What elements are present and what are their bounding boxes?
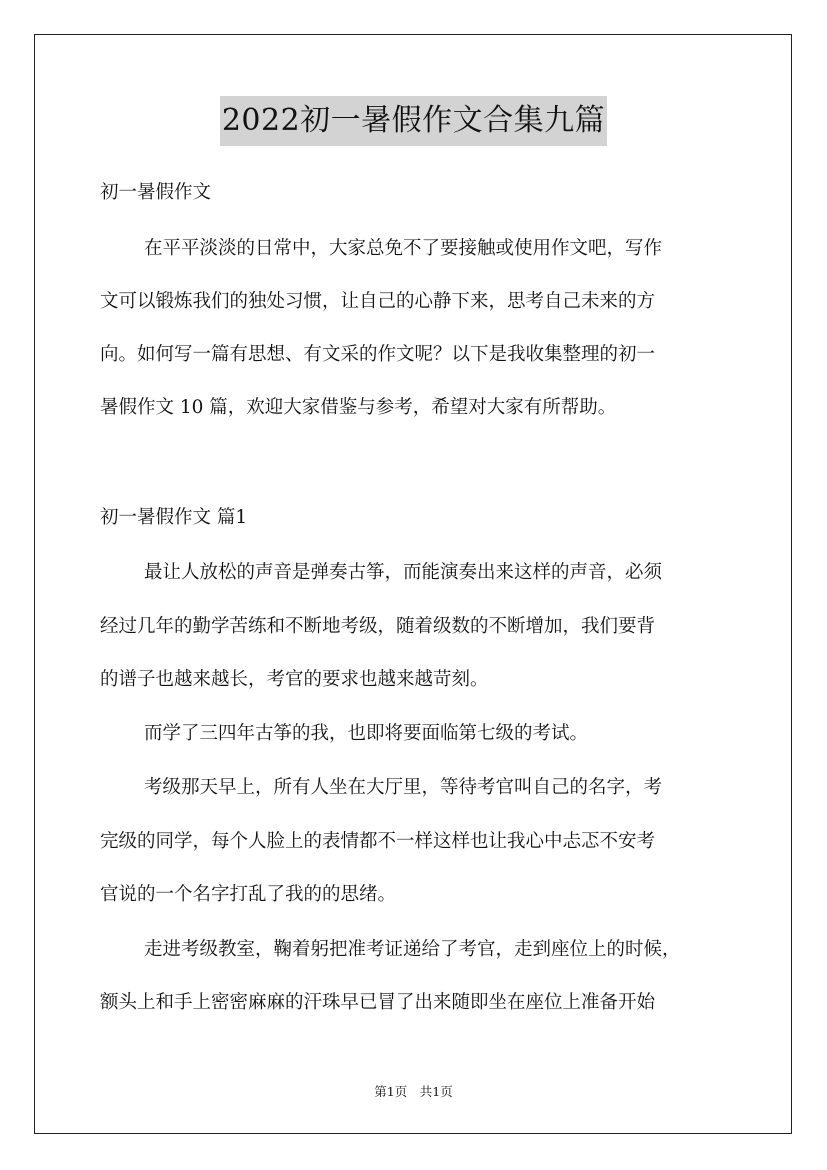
- section-heading-intro: 初一暑假作文: [100, 182, 212, 203]
- section-heading-1: 初一暑假作文 篇1: [100, 507, 248, 528]
- intro-paragraph-line: 在平平淡淡的日常中，大家总免不了要接触或使用作文吧，写作: [144, 238, 663, 259]
- body-paragraph-line: 额头上和手上密密麻麻的汗珠早已冒了出来随即坐在座位上准备开始: [100, 992, 656, 1013]
- body-paragraph-line: 经过几年的勤学苦练和不断地考级，随着级数的不断增加，我们要背: [100, 616, 656, 637]
- body-paragraph-line: 而学了三四年古筝的我，也即将要面临第七级的考试。: [144, 723, 589, 744]
- body-paragraph-line: 官说的一个名字打乱了我的的思绪。: [100, 884, 397, 905]
- page-footer: 第1页 共1页: [374, 1084, 453, 1099]
- intro-paragraph-line: 向。如何写一篇有思想、有文采的作文呢？以下是我收集整理的初一: [100, 344, 656, 365]
- body-paragraph-line: 的谱子也越来越长，考官的要求也越来越苛刻。: [100, 669, 489, 690]
- body-paragraph-line: 考级那天早上，所有人坐在大厅里，等待考官叫自己的名字，考: [144, 777, 663, 798]
- document-title: 2022初一暑假作文合集九篇: [220, 96, 607, 146]
- body-paragraph-line: 最让人放松的声音是弹奏古筝，而能演奏出来这样的声音，必须: [144, 562, 663, 583]
- title-container: [0, 96, 827, 146]
- intro-paragraph-line: 文可以锻炼我们的独处习惯，让自己的心静下来，思考自己未来的方: [100, 291, 656, 312]
- intro-paragraph-line: 暑假作文 10 篇，欢迎大家借鉴与参考，希望对大家有所帮助。: [100, 397, 617, 418]
- body-paragraph-line: 走进考级教室，鞠着躬把准考证递给了考官，走到座位上的时候，: [144, 939, 681, 960]
- body-paragraph-line: 完级的同学，每个人脸上的表情都不一样这样也让我心中忐忑不安考: [100, 831, 656, 852]
